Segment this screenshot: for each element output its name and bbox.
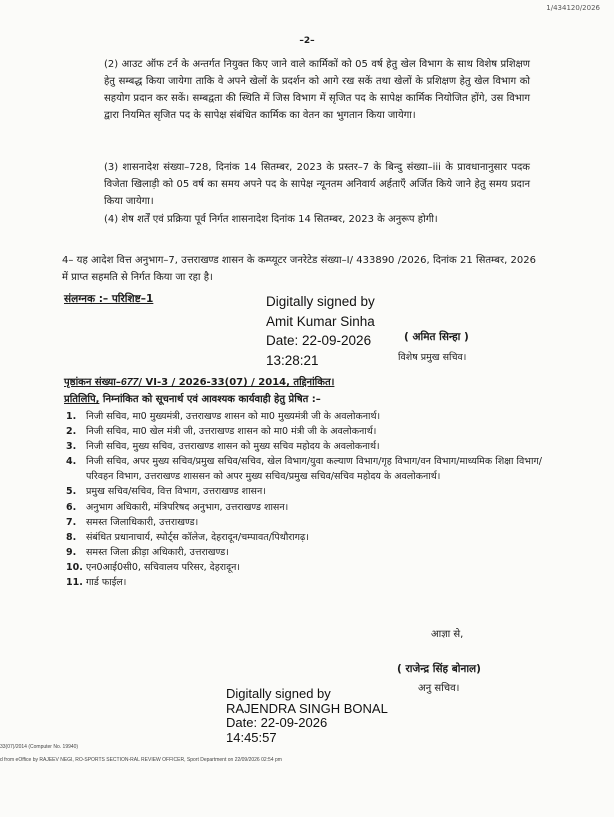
footer-eoffice-note: d from eOffice by RAJEEV NEGI, RO-SPORTS SECTION-RAL REVIEW OFFICER, Sport Department on 22/09/2026 02:54 pm: [0, 757, 282, 763]
list-number: 9.: [66, 546, 77, 558]
signatory-designation-2: अनु सचिव।: [418, 683, 460, 694]
paragraph-item-4: 4– यह आदेश वित्त अनुभाग–7, उत्तराखण्ड शासन के कम्प्यूटर जनरेटेड संख्या–I/ 433890 /2026, दिनांक 21 सितम्बर, 2026 में प्राप्त सहमति से निर्गत किया जा रहा है।: [62, 255, 536, 283]
copy-label: प्रतिलिपि,: [64, 394, 100, 405]
list-text: समस्त जिलाधिकारी, उत्तराखण्ड।: [86, 516, 199, 528]
copy-text: निम्नांकित को सूचनार्थ एवं आवश्यक कार्यवाही हेतु प्रेषित :–: [99, 394, 321, 405]
list-text: निजी सचिव, मा0 मुख्यमंत्री, उत्तराखण्ड शासन को मा0 मुख्यमंत्री जी के अवलोकनार्थ।: [86, 411, 381, 422]
endorsement-number: [64, 374, 334, 388]
list-item: [66, 575, 542, 590]
digital-signature-2: [226, 687, 388, 745]
paragraph-3: (3) शासनादेश संख्या–728, दिनांक 14 सितम्बर, 2023 के प्रस्तर–7 के बिन्दु संख्या–iii के प्रावधानानुसार पदक विजेता खिलाड़ी को 05 वर्ष का समय अपने पद के सापेक्ष न्यूनतम अनिवार्य अर्हताएँ अर्जित किये जाने हेतु समय प्रदान किया जायेगा।: [104, 162, 530, 207]
signature-date: Date: 22-09-2026: [226, 715, 328, 730]
list-text: निजी सचिव, मा0 खेल मंत्री जी, उत्तराखण्ड शासन को मा0 मंत्री जी के अवलोकनार्थ।: [86, 426, 377, 438]
endorsement-prefix: पृष्ठांकन संख्या–: [64, 377, 121, 388]
list-number: 2.: [66, 426, 77, 438]
list-text: संबंधित प्रधानाचार्य, स्पोर्ट्स कॉलेज, देहरादून/चम्पावत/पिथौरागढ़।: [86, 531, 309, 543]
list-number: 5.: [66, 486, 77, 498]
list-item: [66, 560, 542, 575]
list-text: समस्त जिला क्रीड़ा अधिकारी, उत्तराखण्ड।: [86, 546, 229, 558]
list-text: अनुभाग अधिकारी, मंत्रिपरिषद अनुभाग, उत्तराखण्ड शासन।: [86, 501, 289, 513]
copy-recipient-list: [66, 409, 542, 590]
list-number: 4.: [66, 456, 77, 468]
signature-name: RAJENDRA SINGH BONAL: [226, 700, 388, 716]
list-item: [66, 454, 542, 484]
list-number: 6.: [66, 501, 77, 513]
list-number: 8.: [66, 531, 77, 543]
list-item: [66, 530, 542, 545]
list-text: निजी सचिव, मुख्य सचिव, उत्तराखण्ड शासन को मुख्य सचिव महोदय के अवलोकनार्थ।: [86, 441, 380, 453]
footer-reference: 33(07)/2014 (Computer No. 19940): [0, 744, 79, 750]
signature-date: Date: 22-09-2026: [266, 333, 372, 348]
list-text: निजी सचिव, अपर मुख्य सचिव/प्रमुख सचिव/सचिव, खेल विभाग/युवा कल्याण विभाग/गृह विभाग/वन विभाग/माध्यमिक शिक्षा विभाग/परिवहन विभाग, उत्तराखण्ड शाससन को अपर मुख्य सचिव/प्रमुख सचिव/सचिव महोदय के अवलोकनार्थ।: [86, 456, 542, 483]
signatory-name-2: ( राजेन्द्र सिंह बोनाल): [397, 663, 481, 675]
list-text: एन0आई0सी0, सचिवालय परिसर, देहरादून।: [86, 561, 241, 573]
list-text: प्रमुख सचिव/सचिव, वित्त विभाग, उत्तराखण्ड शासन।: [86, 486, 266, 498]
signature-time: 14:45:57: [226, 729, 277, 745]
list-number: 3.: [66, 441, 77, 453]
list-number: 1.: [66, 411, 77, 422]
file-reference: 1/434120/2026: [546, 4, 600, 12]
list-item: [66, 545, 542, 560]
copy-to-line: [64, 391, 321, 405]
list-text: गार्ड फाईल।: [86, 577, 127, 589]
list-item: [66, 439, 542, 454]
signatory-designation-1: विशेष प्रमुख सचिव।: [398, 352, 467, 363]
paragraph-4: (4) शेष शर्तें एवं प्रक्रिया पूर्व निर्गत शासनादेश दिनांक 14 सितम्बर, 2023 के अनुरूप होगी।: [104, 214, 438, 225]
signature-line: Digitally signed by: [226, 686, 331, 701]
by-order-text: आज्ञा से,: [431, 629, 464, 640]
list-item: [66, 515, 542, 530]
list-item: [66, 409, 542, 424]
list-number: 7.: [66, 516, 77, 528]
list-number: 10.: [66, 561, 83, 573]
list-number: 11.: [66, 577, 83, 589]
signature-name: Amit Kumar Sinha: [266, 313, 375, 329]
digital-signature-1: [266, 292, 375, 370]
list-item: [66, 500, 542, 515]
page-number: –2–: [299, 36, 315, 46]
endorsement-suffix: / VI-3 / 2026-33(07) / 2014, तद्दिनांकित।: [138, 377, 335, 388]
endorsement-handwritten-number: 677: [120, 376, 139, 388]
paragraph-2: (2) आउट ऑफ टर्न के अन्तर्गत नियुक्त किए जाने वाले कार्मिकों को 05 वर्ष हेतु खेल विभाग के साथ विशेष प्रशिक्षण हेतु सम्बद्ध किया जायेगा ताकि वे अपने खेलों के प्रदर्शन को आगे रख सकें तथा खेलों के प्रशिक्षण हेतु खेल विभाग को सहयोग प्रदान कर सकें। सम्बद्वता की स्थिति में जिस विभाग में सृजित पद के सापेक्ष कार्मिक नियोजित होंगे, उस विभाग द्वारा नियमित सृजित पद के सापेक्ष संबंधित कार्मिक का वेतन का भुगतान किया जायेगा।: [104, 59, 530, 121]
signatory-name-1: ( अमित सिन्हा ): [404, 331, 469, 343]
list-item: [66, 424, 542, 439]
list-item: [66, 484, 542, 499]
signature-line: Digitally signed by: [266, 294, 375, 309]
attachment-label: संलग्नक :– परिशिष्ट–1: [64, 293, 154, 305]
signature-time: 13:28:21: [266, 352, 319, 368]
